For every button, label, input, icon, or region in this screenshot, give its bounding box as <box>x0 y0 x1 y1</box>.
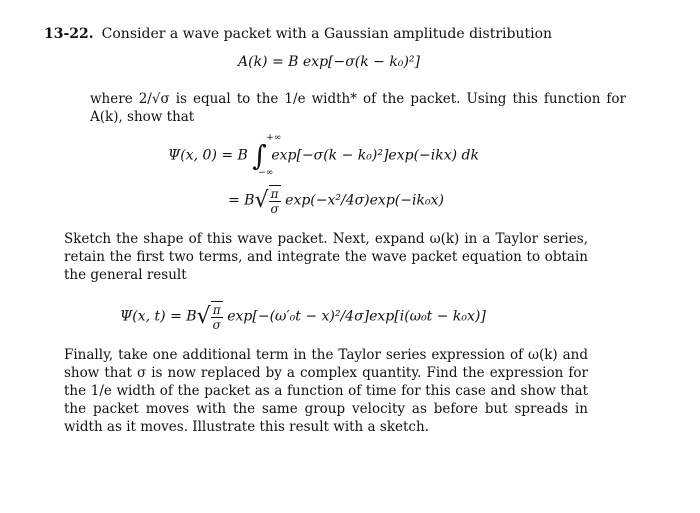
psi-result-suffix: exp(−x²/4σ)exp(−ik₀x) <box>285 192 444 209</box>
psi-integrand: exp[−σ(k − k₀)²]exp(−ikx) dk <box>271 147 479 164</box>
sqrt-content <box>211 301 223 332</box>
integral-lower-limit: −∞ <box>258 168 274 178</box>
general-lhs: Ψ(x, t) = B <box>120 308 197 325</box>
psi-lhs: Ψ(x, 0) = B <box>168 147 248 164</box>
pi-over-sigma-fraction <box>211 303 223 332</box>
general-suffix: exp[−(ω′₀t − x)²/4σ]exp[i(ω₀t − k₀x)] <box>227 308 486 325</box>
psi-integral-equation <box>168 133 479 178</box>
general-result-equation <box>120 301 486 332</box>
psi-result-equation <box>228 185 444 216</box>
fraction-numerator: π <box>269 187 281 202</box>
sqrt-content <box>269 185 281 216</box>
sqrt-icon: √ <box>196 304 211 329</box>
psi-result-prefix: = B <box>228 192 255 209</box>
problem-number: 13-22. <box>44 26 94 42</box>
sketch-paragraph: Sketch the shape of this wave packet. Next, expand ω(k) in a Taylor series, retain the first two terms, and integrate the wave packet equation to obtain the general result <box>64 231 588 283</box>
where-paragraph: where 2/√σ is equal to the 1/e width* of the packet. Using this function for A(k), show that <box>90 91 626 125</box>
amplitude-equation: A(k) = B exp[−σ(k − k₀)²] <box>238 54 420 70</box>
pi-over-sigma-fraction <box>269 187 281 216</box>
problem-header <box>44 26 552 42</box>
integral-upper-limit: +∞ <box>266 133 282 143</box>
integral-sign: ∫ +∞ −∞ <box>252 133 282 178</box>
problem-intro: Consider a wave packet with a Gaussian amplitude distribution <box>101 26 553 42</box>
finally-paragraph: Finally, take one additional term in the Taylor series expression of ω(k) and show that σ is now replaced by a complex quantity. Find the expression for the 1/e width of the packet as a function of time for this case and show that the packet moves with the same group velocity as before but spreads in width as it moves. Illustrate this result with a sketch. <box>64 347 588 435</box>
fraction-numerator: π <box>211 303 223 318</box>
sqrt-icon: √ <box>254 188 269 213</box>
fraction-denominator: σ <box>212 318 221 332</box>
fraction-denominator: σ <box>270 202 279 216</box>
